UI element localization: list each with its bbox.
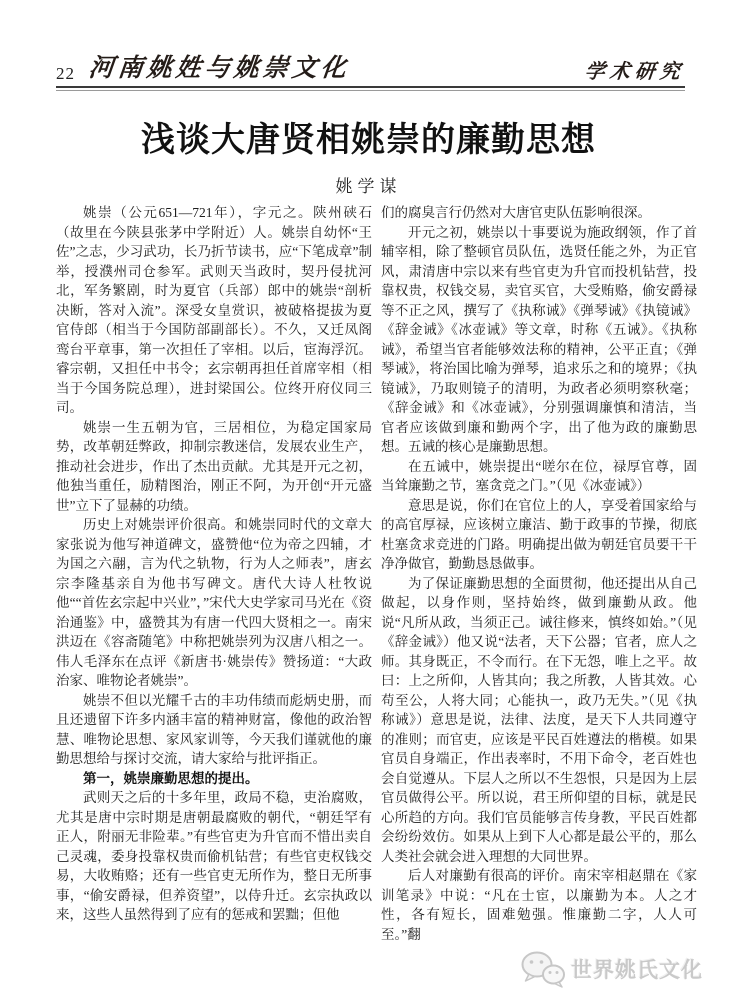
page-header — [56, 48, 685, 84]
journal-title-calligraphy: 河南姚姓与姚崇文化 — [87, 55, 352, 82]
header-divider — [56, 86, 685, 91]
body-paragraph: 为了保证廉勤思想的全面贯彻，他还提出从自己做起，以身作则，坚持始终，做到廉勤从政。他说“凡所从政，当须正己。诫往修来，慎终如始。”（见《辞金诫》）他又说“法者，天下公器；官者，庶人之师。其身既正，不令而行。在下无怨，唯上之平。故曰：上之所仰，人皆其向；我之所教，人皆其效。心苟至公，人将大同；心能执一，政乃无失。”（见《执称诫》）意思是说，法律、法度，是天下人共同遵守的准则；而官吏，应该是平民百姓遵法的楷模。如果官员自身端正，作出表率时，不用下命令，老百姓也会自觉遵从。下层人之所以不生怨恨，只是因为上层官员做得公平。所以说，君王所仰望的目标，就是民心所趋的方向。我们官员能够言传身教，平民百姓都会纷纷效仿。如果从上到下人心都是最公平的，那么人类社会就会进入理想的大同世界。 — [381, 575, 697, 864]
body-paragraph: 姚崇一生五朝为官，三居相位，为稳定国家局势，改革朝廷弊政，抑制宗教迷信，发展农业生产，推动社会进步，作出了杰出贡献。尤其是开元之初，他独当重任，励精图治，刚正不阿，为开创“开元盛世”立下了显赫的功绩。 — [56, 419, 372, 513]
section-label-calligraphy: 学术研究 — [583, 61, 686, 83]
page-number: 22 — [56, 64, 75, 83]
article-author: 姚学谋 — [335, 177, 402, 196]
body-paragraph: 们的腐臭言行仍然对大唐官吏队伍影响很深。 — [381, 205, 651, 220]
body-paragraph: 武则天之后的十多年里，政局不稳，吏治腐败，尤其是唐中宗时期是唐朝最腐败的朝代，“朝廷罕有正人，附丽无非险辈。”有些官吏为升官而不惜出卖自己灵魂，委身投靠权贵而偷机钻营；有些官吏权钱交易，大收贿赂；还有一些官吏无所作为，整日无所事事，“偷安爵禄，但养资望”，以侍升迁。玄宗执政以来，这些人虽然得到了应有的惩戒和罢黜；但他 — [56, 790, 372, 922]
right-column — [381, 203, 697, 970]
body-paragraph: 历史上对姚崇评价很高。和姚崇同时代的文章大家张说为他写神道碑文，盛赞他“位为帝之四辅，才为国之六翮，言为代之轨物，行为人之师表”，唐玄宗李隆基亲自为他书写碑文。唐代大诗人杜牧说他““首佐玄宗起中兴业”，”宋代大史学家司马光在《资治通鉴》中，盛赞其为有唐一代四大贤相之一。南宋洪迈在《容斋随笔》中称把姚崇列为汉唐八相之一。伟人毛泽东在点评《新唐书·姚崇传》赞扬道：“大政治家、唯物论者姚崇”。 — [56, 517, 372, 688]
left-column — [56, 203, 372, 970]
body-paragraph: 在五诫中，姚崇提出“嗟尔在位，禄厚官尊，固当耸廉勤之节，塞贪竞之门。”（见《冰壶诫》） — [381, 458, 697, 493]
wechat-icon — [520, 950, 566, 988]
body-paragraph: 开元之初，姚崇以十事要说为施政纲领，作了首辅宰相，除了整顿官员队伍，选贤任能之外，为正官风，肃清唐中宗以来有些官吏为升官而投机钻营，投靠权贵，权钱交易，卖官买官，大受贿赂，偷安爵禄等不正之风，撰写了《执称诫》《弹琴诫》《执镜诫》《辞金诫》《冰壶诫》等文章，时称《五诫》。《执称诫》，希望当官者能够效法称的精神，公平正直；《弹琴诫》，将治国比喻为弹琴，追求乐之和的境界；《执镜诫》，乃取则镜子的清明，为政者必须明察秋毫；《辞金诫》和《冰壶诫》，分别强调廉慎和清洁，当官者应该做到廉和勤两个字，出了他为政的廉勤思想。五诫的核心是廉勤思想。 — [381, 224, 697, 454]
body-paragraph: 姚崇不但以光耀千古的丰功伟绩而彪炳史册，而且还遗留下许多内涵丰富的精神财富，像他的政治智慧、唯物论思想、家风家训等，今天我们谨就他的廉勤思想给与探讨交流，请大家给与批评指正。 — [56, 692, 372, 766]
watermark-text: 世界姚氏文化 — [571, 959, 703, 982]
body-paragraph: 姚崇（公元651—721年），字元之。陕州硖石（故里在今陕县张茅中学附近）人。姚崇自幼怀“王佐”之志，少习武功，长乃折节读书，应“下笔成章”制举，授濮州司仓参军。武则天当政时，契丹侵扰河北，军务繁剧，时为夏官（兵部）郎中的姚崇“剖析决断，答对入流”。深受女皇赏识，被破格提拔为夏官侍郎（相当于今国防部副部长）。不久，又迁凤阁鸾台平章事，第一次担任了宰相。以后，宦海浮沉。睿宗朝，又担任中书令；玄宗朝再担任首席宰相（相当于今国务院总理），进封梁国公。位终开府仪同三司。 — [56, 205, 372, 415]
section-heading: 第一，姚崇廉勤思想的提出。 — [83, 770, 259, 786]
body-paragraph: 后人对廉勤有很高的评价。南宋宰相赵鼎在《家训笔录》中说：“凡在士宦，以廉勤为本。人之才性，各有短长，固难勉强。惟廉勤二字，人人可至。”翻 — [381, 868, 697, 942]
body-paragraph: 意思是说，你们在官位上的人，享受着国家给与的高官厚禄，应该树立廉洁、勤于政事的节操，彻底杜塞贪求竞进的门路。明确提出做为朝廷官员要干干净净做官，勤勤恳恳做事。 — [381, 497, 697, 571]
article-body — [56, 203, 697, 970]
article-title: 浅谈大唐贤相姚崇的廉勤思想 — [141, 121, 596, 159]
footer-watermark — [520, 950, 703, 988]
